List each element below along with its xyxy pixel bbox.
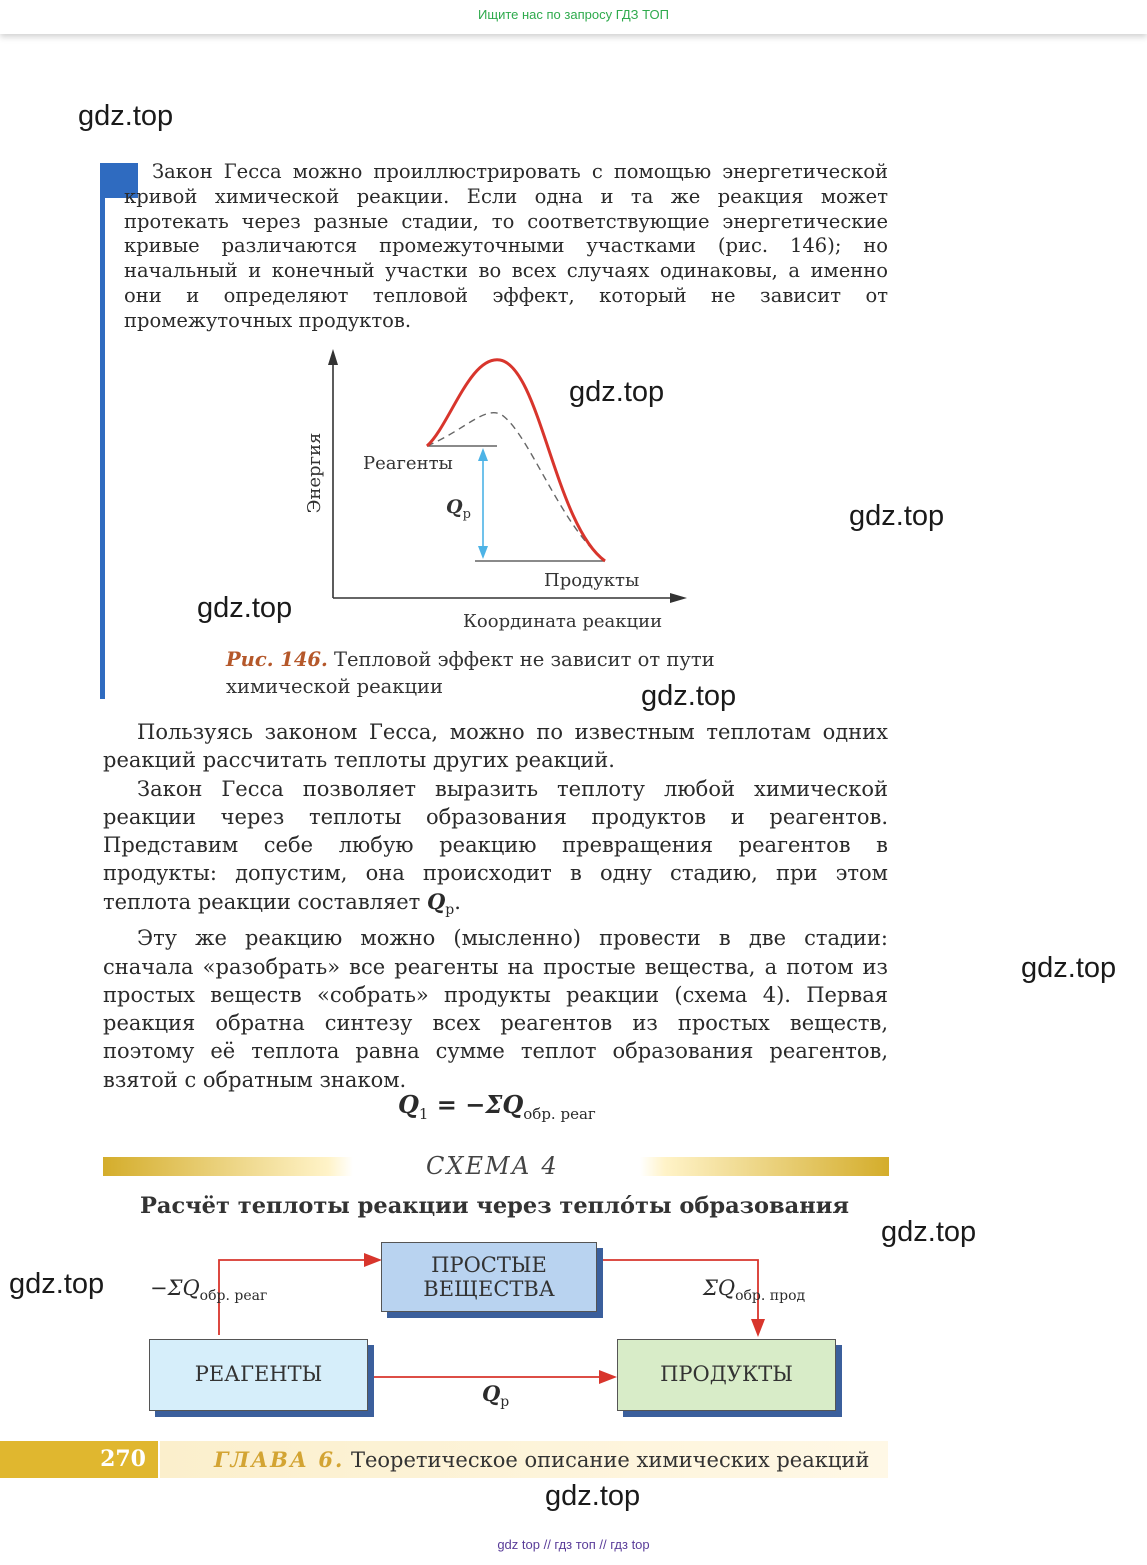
arrow-bottom-main: Q (482, 1381, 501, 1406)
scheme-title: Расчёт теплоты реакции через теплóты образования (140, 1193, 850, 1219)
watermark: gdz.top (641, 680, 737, 712)
intro-paragraph: Закон Гесса можно проиллюстрировать с помощью энергетической кривой химической реакции. Если одна и та же реакция может протекать через разные стадии, то соответствующие энергетические кривые различаются промежуточными участками (рис. 146); но начальный и конечный участки во всех случаях одинаковы, а именно они и определяют тепловой эффект, который не зависит от промежуточных продуктов. (124, 160, 888, 332)
body-paragraph-2-end: . (454, 889, 461, 914)
box-simple-substances (381, 1242, 597, 1312)
body-paragraph-1: Пользуясь законом Гесса, можно по известным теплотам одних реакций рассчитать теплоты других реакций. (103, 720, 888, 773)
arrow-bottom-sub: р (500, 1394, 510, 1411)
arrow-right-main: ΣQ (703, 1276, 736, 1300)
box-simple-line1: ПРОСТЫЕ (431, 1253, 547, 1277)
qp-sub: р (462, 507, 471, 522)
reagents-label: Реагенты (363, 453, 453, 474)
formula-eq: = −ΣQ (428, 1090, 524, 1119)
arrow-right-label (703, 1276, 805, 1304)
chapter-title: Теоретическое описание химических реакций (350, 1448, 870, 1472)
arrow-left-label (150, 1276, 267, 1304)
watermark: gdz.top (78, 100, 174, 132)
arrow-left-sub: обр. реаг (199, 1288, 268, 1305)
box-products-label: ПРОДУКТЫ (660, 1362, 793, 1386)
arrow-head-right-icon (599, 1370, 617, 1384)
box-simple-line2: ВЕЩЕСТВА (423, 1277, 555, 1301)
box-reagents (149, 1339, 368, 1411)
arrow-right-sub: обр. прод (735, 1288, 806, 1305)
body-q-sub: р (445, 901, 455, 918)
body-paragraph-3: Эту же реакцию можно (мысленно) провести в две стадии: сначала «разобрать» все реагенты на простые вещества, а потом из простых веществ «собрать» продукты реакции (схема 4). Первая реакция обратна синтезу всех реагентов из простых веществ, поэтому её теплота равна сумме теплот образования реагентов, взятой с обратным знаком. (103, 926, 888, 1092)
watermark: gdz.top (197, 592, 293, 624)
watermark: gdz.top (1021, 952, 1117, 984)
arrow-head-right-icon (364, 1253, 382, 1267)
qp-symbol: Q (446, 496, 463, 518)
watermark: gdz.top (9, 1268, 105, 1300)
body-paragraph-2-text: Закон Гесса позволяет выразить теплоту любой химической реакции через теплоты образования продуктов и реагентов. Представим себе любую реакцию превращения реагентов в продукты: допустим, она происходит в одну стадию, при этом теплота реакции составляет (103, 776, 888, 914)
bottom-links[interactable]: gdz top // гдз топ // гдз top (497, 1537, 650, 1552)
figure-caption-text: Тепловой эффект не зависит от пути химической реакции (226, 648, 715, 698)
formula-lhs-sub: 1 (418, 1104, 429, 1123)
top-notice-text: Ищите нас по запросу ГДЗ ТОП (478, 7, 669, 22)
chapter-footer (160, 1441, 888, 1478)
watermark: gdz.top (569, 376, 665, 408)
page-number: 270 (0, 1441, 158, 1478)
watermark: gdz.top (881, 1216, 977, 1248)
watermark: gdz.top (849, 500, 945, 532)
watermark: gdz.top (545, 1480, 641, 1512)
chapter-label: ГЛАВА 6. (214, 1447, 345, 1472)
products-label: Продукты (544, 570, 640, 591)
box-products (617, 1339, 836, 1411)
formula-sub: обр. реаг (523, 1104, 596, 1123)
body-q-symbol: Q (426, 888, 446, 914)
formula-lhs: Q (398, 1090, 419, 1119)
figure-caption-number: Рис. 146. (226, 648, 328, 671)
x-axis-label: Координата реакции (463, 611, 663, 632)
arrow-bottom-label (482, 1381, 509, 1410)
arrow-head-down-icon (751, 1319, 765, 1337)
arrow-left-main: −ΣQ (150, 1276, 200, 1300)
y-axis-label: Энергия (304, 432, 325, 514)
scheme-label: СХЕМА 4 (426, 1152, 559, 1180)
box-reagents-label: РЕАГЕНТЫ (194, 1362, 323, 1386)
